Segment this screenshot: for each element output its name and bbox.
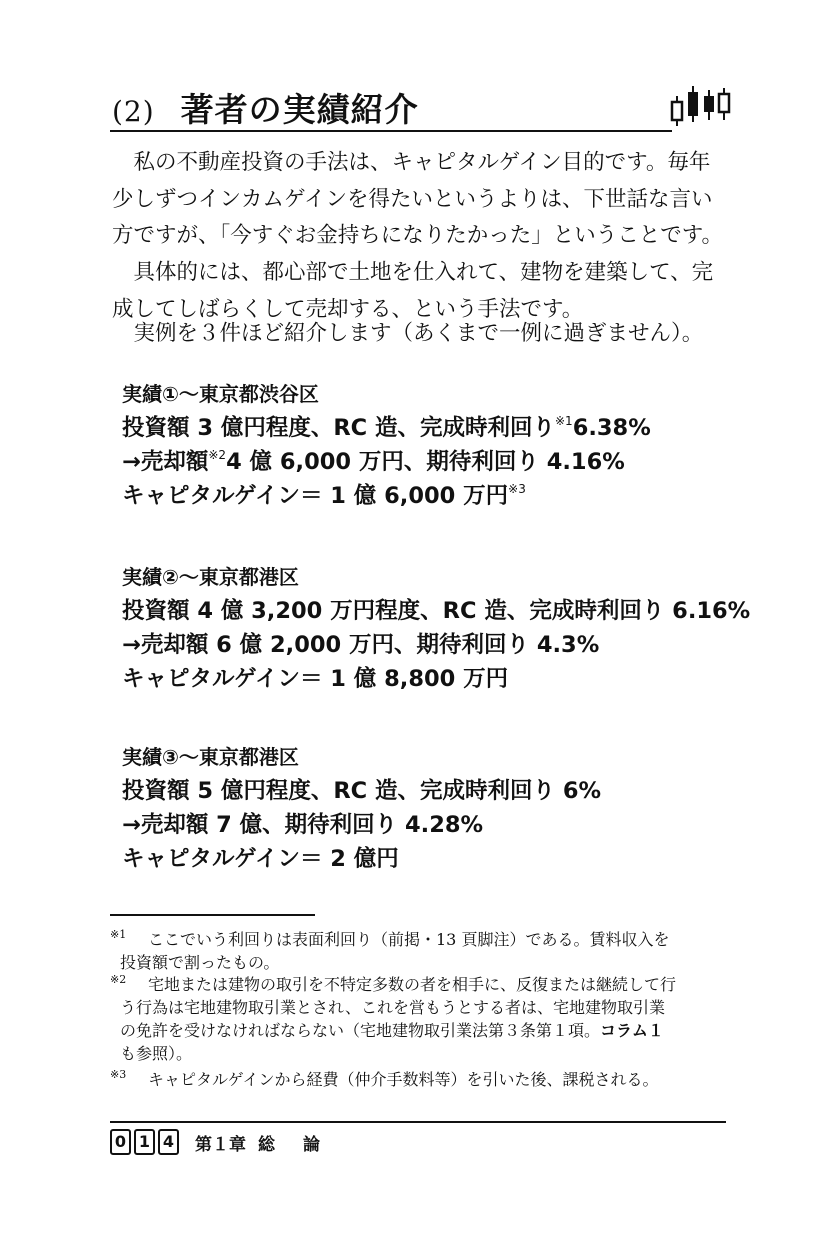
footnote-line: う行為は宅地建物取引業とされ、これを営もうとする者は、宅地建物取引業 [120, 998, 665, 1017]
paragraph-line: 具体的には、都心部で土地を仕入れて、建物を建築して、完 [112, 260, 714, 285]
record-heading: 実績①〜東京都渋谷区 [122, 382, 319, 406]
footer-rule [110, 1121, 726, 1123]
footnote-line: キャピタルゲインから経費（仲介手数料等）を引いた後、課税される。 [148, 1070, 659, 1089]
paragraph-line: 方ですが、「今すぐお金持ちになりたかった」ということです。 [112, 223, 724, 248]
heading-underline [110, 130, 672, 132]
paragraph-examples [112, 316, 737, 353]
page-digit: 1 [134, 1129, 155, 1155]
footnote-ref: ※3 [508, 482, 526, 496]
record-gain: キャピタルゲイン＝ 2 億円 [122, 846, 399, 872]
record-gain: キャピタルゲイン＝ 1 億 6,000 万円$^{※3}$ [122, 482, 526, 509]
record-block [122, 377, 762, 513]
footnote-line: ここでいう利回りは表面利回り（前掲・13 頁脚注）である。賃料収入を [148, 930, 670, 949]
footnote [110, 973, 735, 1065]
footnote-line: も参照）。 [120, 1044, 193, 1063]
paragraph-line: 私の不動産投資の手法は、キャピタルゲイン目的です。毎年 [112, 150, 711, 175]
record-block [122, 740, 762, 876]
paragraph-intro [112, 145, 737, 255]
paragraph-line: 成してしばらくして売却する、という手法です。 [112, 296, 584, 322]
record-heading: 実績②〜東京都港区 [122, 565, 299, 589]
column-reference: コラム１ [600, 1021, 664, 1040]
record-purchase: 投資額 3 億円程度、RC 造、完成時利回り$^{※1}$6.38% [122, 414, 651, 441]
record-purchase: 投資額 4 億 3,200 万円程度、RC 造、完成時利回り 6.16% [122, 598, 751, 624]
footnote-marker: ※2 [110, 973, 127, 986]
paragraph-line: 実例を３件ほど紹介します（あくまで一例に過ぎません）。 [112, 321, 704, 346]
candlestick-icon [668, 80, 732, 132]
record-block [122, 560, 762, 696]
record-purchase: 投資額 5 億円程度、RC 造、完成時利回り 6% [122, 778, 602, 804]
page-digit: 4 [158, 1129, 179, 1155]
footnote [110, 928, 735, 974]
page-digit: 0 [110, 1129, 131, 1155]
section-title: 著者の実績紹介 [180, 90, 419, 129]
running-head [195, 1130, 348, 1155]
footnote-line: の免許を受けなければならない（宅地建物取引業法第３条第１項。コラム１ [120, 1021, 664, 1040]
footnote-line: 投資額で割ったもの。 [120, 953, 280, 972]
record-gain: キャピタルゲイン＝ 1 億 8,800 万円 [122, 666, 509, 692]
page-number [110, 1129, 179, 1155]
footnote-marker: ※1 [110, 928, 127, 941]
footnote-ref: ※1 [555, 414, 573, 428]
footnote-marker: ※3 [110, 1068, 127, 1081]
record-sale: →売却額$^{※2}$4 億 6,000 万円、期待利回り 4.16% [122, 448, 625, 475]
footnote-ref: ※2 [208, 448, 227, 462]
footnote-divider [110, 914, 315, 916]
chapter-label: 第１章 [195, 1135, 246, 1155]
section-number: (2) [112, 95, 155, 128]
footnote [110, 1068, 735, 1091]
chapter-title: 総論 [258, 1135, 348, 1155]
record-heading: 実績③〜東京都港区 [122, 745, 299, 769]
record-sale: →売却額 7 億、期待利回り 4.28% [122, 812, 484, 838]
footnote-line: 宅地または建物の取引を不特定多数の者を相手に、反復または継続して行 [148, 975, 677, 994]
paragraph-line: 少しずつインカムゲインを得たいというよりは、下世話な言い [112, 186, 713, 212]
record-sale: →売却額 6 億 2,000 万円、期待利回り 4.3% [122, 632, 600, 658]
